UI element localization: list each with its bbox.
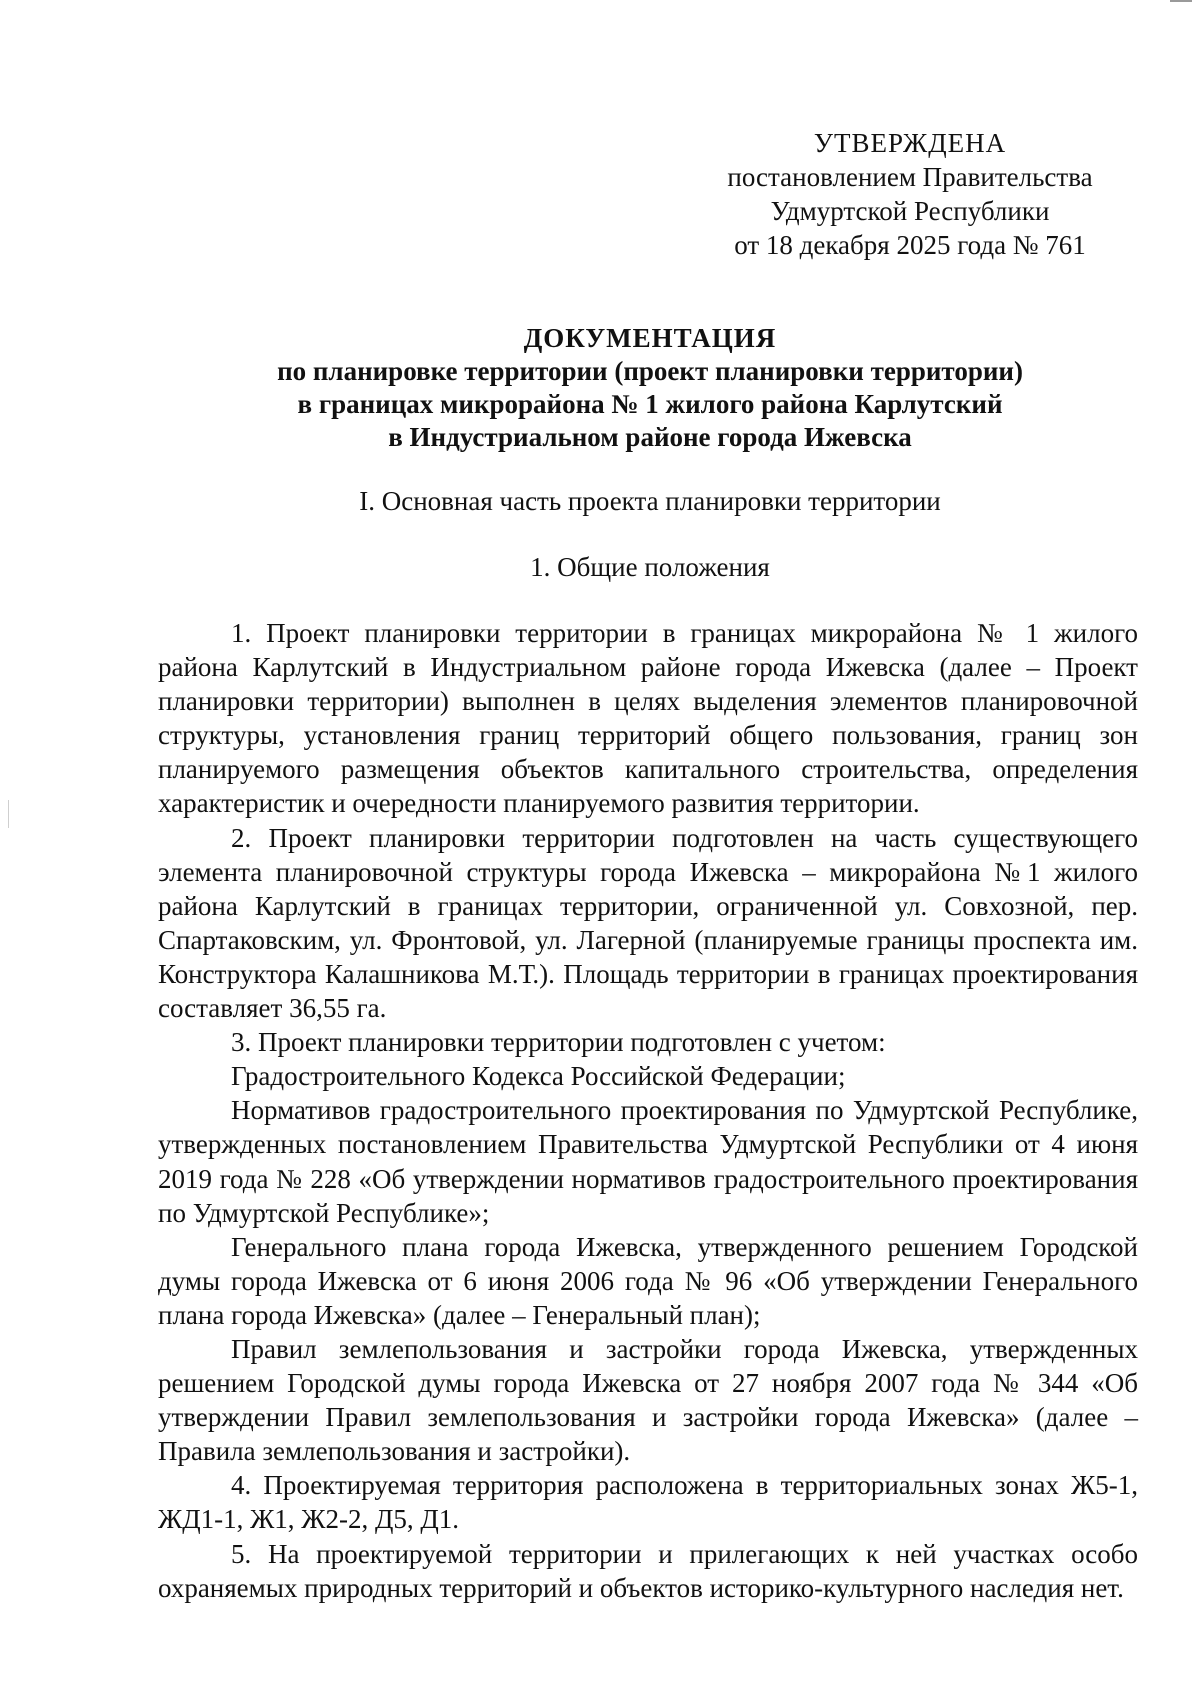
part-heading: I. Основная часть проекта планировки территории: [359, 486, 941, 516]
body-text: [158, 616, 1138, 1605]
paragraph-3-item-1: Градостроительного Кодекса Российской Федерации;: [231, 1061, 846, 1092]
paragraph-5: 5. На проектируемой территории и прилегающих к ней участках особо охраняемых природных территорий и объектов историко-культурного наследия нет.: [158, 1538, 1138, 1603]
paragraph-4: 4. Проектируемая территория расположена в территориальных зонах Ж5-1, ЖД1-1, Ж1, Ж2-2, Д5, Д1.: [158, 1470, 1138, 1535]
paragraph-3-item-4: Правил землепользования и застройки города Ижевска, утвержденных решением Городской думы города Ижевска от 27 ноября 2007 года № 344 «Об утверждении Правил землепользования и застройки города Ижевска» (далее – Правила землепользования и застройки).: [158, 1333, 1138, 1467]
document-subtitle-1: по планировке территории (проект планировки территории): [277, 356, 1023, 386]
document-title-block: [150, 322, 1150, 454]
approval-line-3: от 18 декабря 2025 года № 761: [734, 230, 1086, 260]
approval-line-2: Удмуртской Республики: [770, 196, 1050, 226]
approval-title: УТВЕРЖДЕНА: [813, 128, 1007, 158]
scan-mark: [1170, 0, 1192, 2]
approval-stamp-block: [690, 126, 1130, 262]
scan-margin-tick: [8, 800, 9, 828]
paragraph-2: 2. Проект планировки территории подготовлен на часть существующего элемента планировочной структуры города Ижевска – микрорайона №1 жилого района Карлутский в границах территории, ограниченной ул. Совхозной, пер. Спартаковским, ул. Фронтовой, ул. Лагерной (планируемые границы проспекта им. Конструктора Калашникова М.Т.). Площадь территории в границах проектирования составляет 36,55 га.: [158, 822, 1138, 1024]
approval-line-1: постановлением Правительства: [727, 162, 1093, 192]
chapter-heading: 1. Общие положения: [530, 552, 770, 582]
paragraph-3-item-2: Нормативов градостроительного проектирования по Удмуртской Республике, утвержденных постановлением Правительства Удмуртской Республики от 4 июня 2019 года № 228 «Об утверждении нормативов градостроительного проектирования по Удмуртской Республике»;: [158, 1095, 1138, 1228]
document-subtitle-3: в Индустриальном районе города Ижевска: [388, 422, 912, 452]
document-subtitle-2: в границах микрорайона № 1 жилого района Карлутский: [297, 389, 1003, 419]
paragraph-3: 3. Проект планировки территории подготовлен с учетом:: [231, 1027, 886, 1058]
paragraph-3-item-3: Генерального плана города Ижевска, утвержденного решением Городской думы города Ижевска от 6 июня 2006 года № 96 «Об утверждении Генерального плана города Ижевска» (далее – Генеральный план);: [158, 1231, 1138, 1330]
document-title: ДОКУМЕНТАЦИЯ: [523, 323, 777, 353]
paragraph-1: 1. Проект планировки территории в границах микрорайона № 1 жилого района Карлутский в Индустриальном районе города Ижевска (далее – Проект планировки территории) выполнен в целях выделения элементов планировочной структуры, установления границ территорий общего пользования, границ зон планируемого размещения объектов капитального строительства, определения характеристик и очередности планируемого развития территории.: [158, 618, 1138, 819]
